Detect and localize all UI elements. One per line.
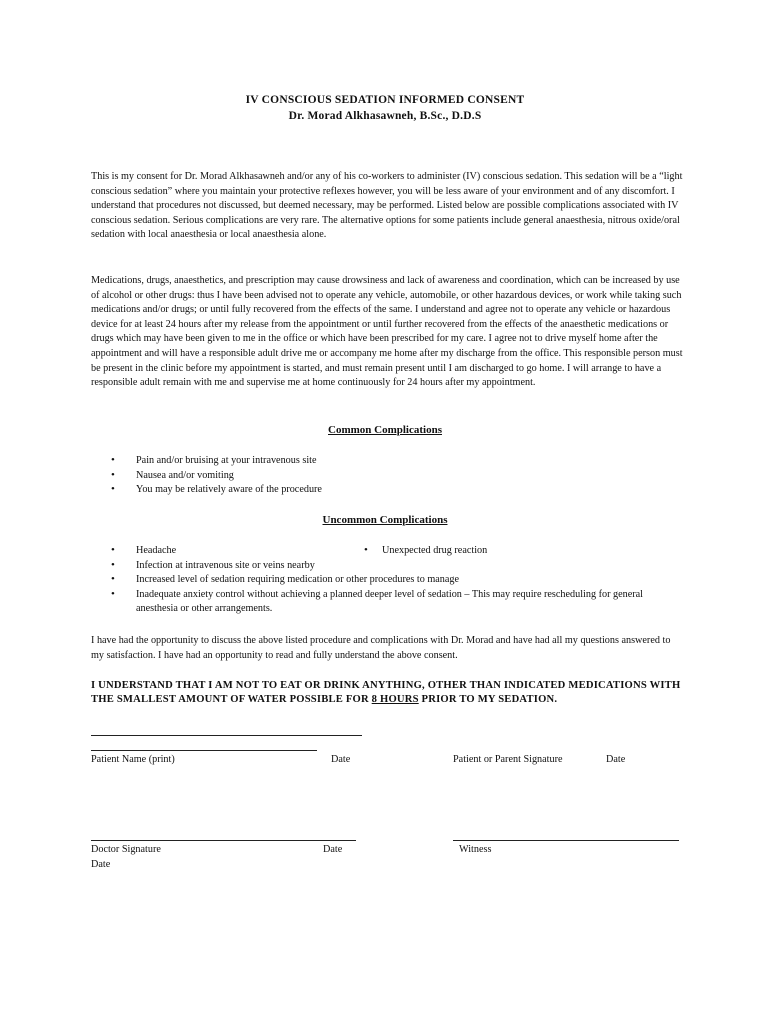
common-complications-list (111, 454, 671, 498)
patient-name-label: Patient Name (print) (91, 754, 175, 765)
medications-paragraph: Medications, drugs, anaesthetics, and prescription may cause drowsiness and lack of awareness and coordination, which can be increased by use of alcohol or other drugs: thus I have been advised not to operate any vehicle, automobile, or other hazardous devices, or work while taking such medications and/or drugs; or until fully recovered from the effects of the same. I understand and agree not to operate any vehicle or hazardous device for at least 24 hours after my release from the appointment or until further recovered from the effects of the anaesthetic medications or drugs which may have been given to me in the office or which have been prescribed for my care. I agree not to drive myself home after the appointment and will have a responsible adult drive me or accompany me home after my discharge from the office. This responsible person must be present in the clinic before my appointment is started, and must remain present until I am discharged to go home. I will arrange to have a responsible adult remain with me and supervise me at home continuously for 24 hours after my appointment. (91, 275, 683, 389)
discussion-paragraph: I have had the opportunity to discuss the above listed procedure and complications with Dr. Morad and have had all my questions answered to my satisfaction. I have had an opportunity to read and fully understand the above consent. (91, 635, 671, 661)
uncommon-complications-heading: Uncommon Complications (322, 514, 448, 526)
date-label: Date (323, 844, 343, 855)
witness-line (453, 840, 679, 841)
list-item: • Increased level of sedation requiring medication or other procedures to manage (111, 573, 676, 588)
fasting-notice-hours: 8 HOURS (371, 694, 419, 706)
list-item: • Pain and/or bruising at your intravenous site (111, 454, 671, 469)
doctor-signature-label: Doctor Signature (91, 844, 161, 855)
document-title: IV CONSCIOUS SEDATION INFORMED CONSENT (245, 94, 525, 106)
date-label: Date (91, 859, 111, 870)
list-item: • Inadequate anxiety control without achieving a planned deeper level of sedation – This may require rescheduling for general anesthesia or other arrangements. (111, 588, 676, 617)
list-item: • Nausea and/or vomiting (111, 469, 671, 484)
fasting-notice (91, 679, 691, 708)
date-label: Date (331, 754, 351, 765)
document-subtitle: Dr. Morad Alkhasawneh, B.Sc., D.D.S (288, 110, 482, 122)
patient-name-line (91, 750, 317, 751)
witness-label: Witness (459, 844, 492, 855)
list-item-side: • Unexpected drug reaction (364, 544, 487, 559)
fasting-notice-part2: PRIOR TO MY SEDATION. (418, 694, 558, 706)
intro-paragraph: This is my consent for Dr. Morad Alkhasawneh and/or any of his co-workers to administer (IV) conscious sedation. This sedation will be a “light conscious sedation” where you maintain your protective reflexes however, you will be less aware of your environment and of any discomfort. I understand that procedures not discussed, but deemed necessary, may be performed. Listed below are possible complications associated with IV conscious sedation. Serious complications are very rare. The alternative options for some patients include general anaesthesia, nitrous oxide/oral sedation with local anaesthesia or local anaesthesia alone. (91, 171, 683, 241)
patient-signature-label: Patient or Parent Signature (453, 754, 563, 765)
date-label: Date (606, 754, 626, 765)
list-item: • You may be relatively aware of the procedure (111, 483, 671, 498)
fasting-notice-part1: I UNDERSTAND THAT I AM NOT TO EAT OR DRINK ANYTHING, OTHER THAN INDICATED MEDICATIONS WITH THE SMALLEST AMOUNT OF WATER POSSIBLE FOR (91, 680, 681, 706)
list-item: • Headache (111, 544, 676, 559)
list-item: • Infection at intravenous site or veins nearby (111, 559, 676, 574)
signature-line-top (91, 735, 362, 736)
doctor-signature-line (91, 840, 356, 841)
common-complications-heading: Common Complications (328, 424, 442, 436)
